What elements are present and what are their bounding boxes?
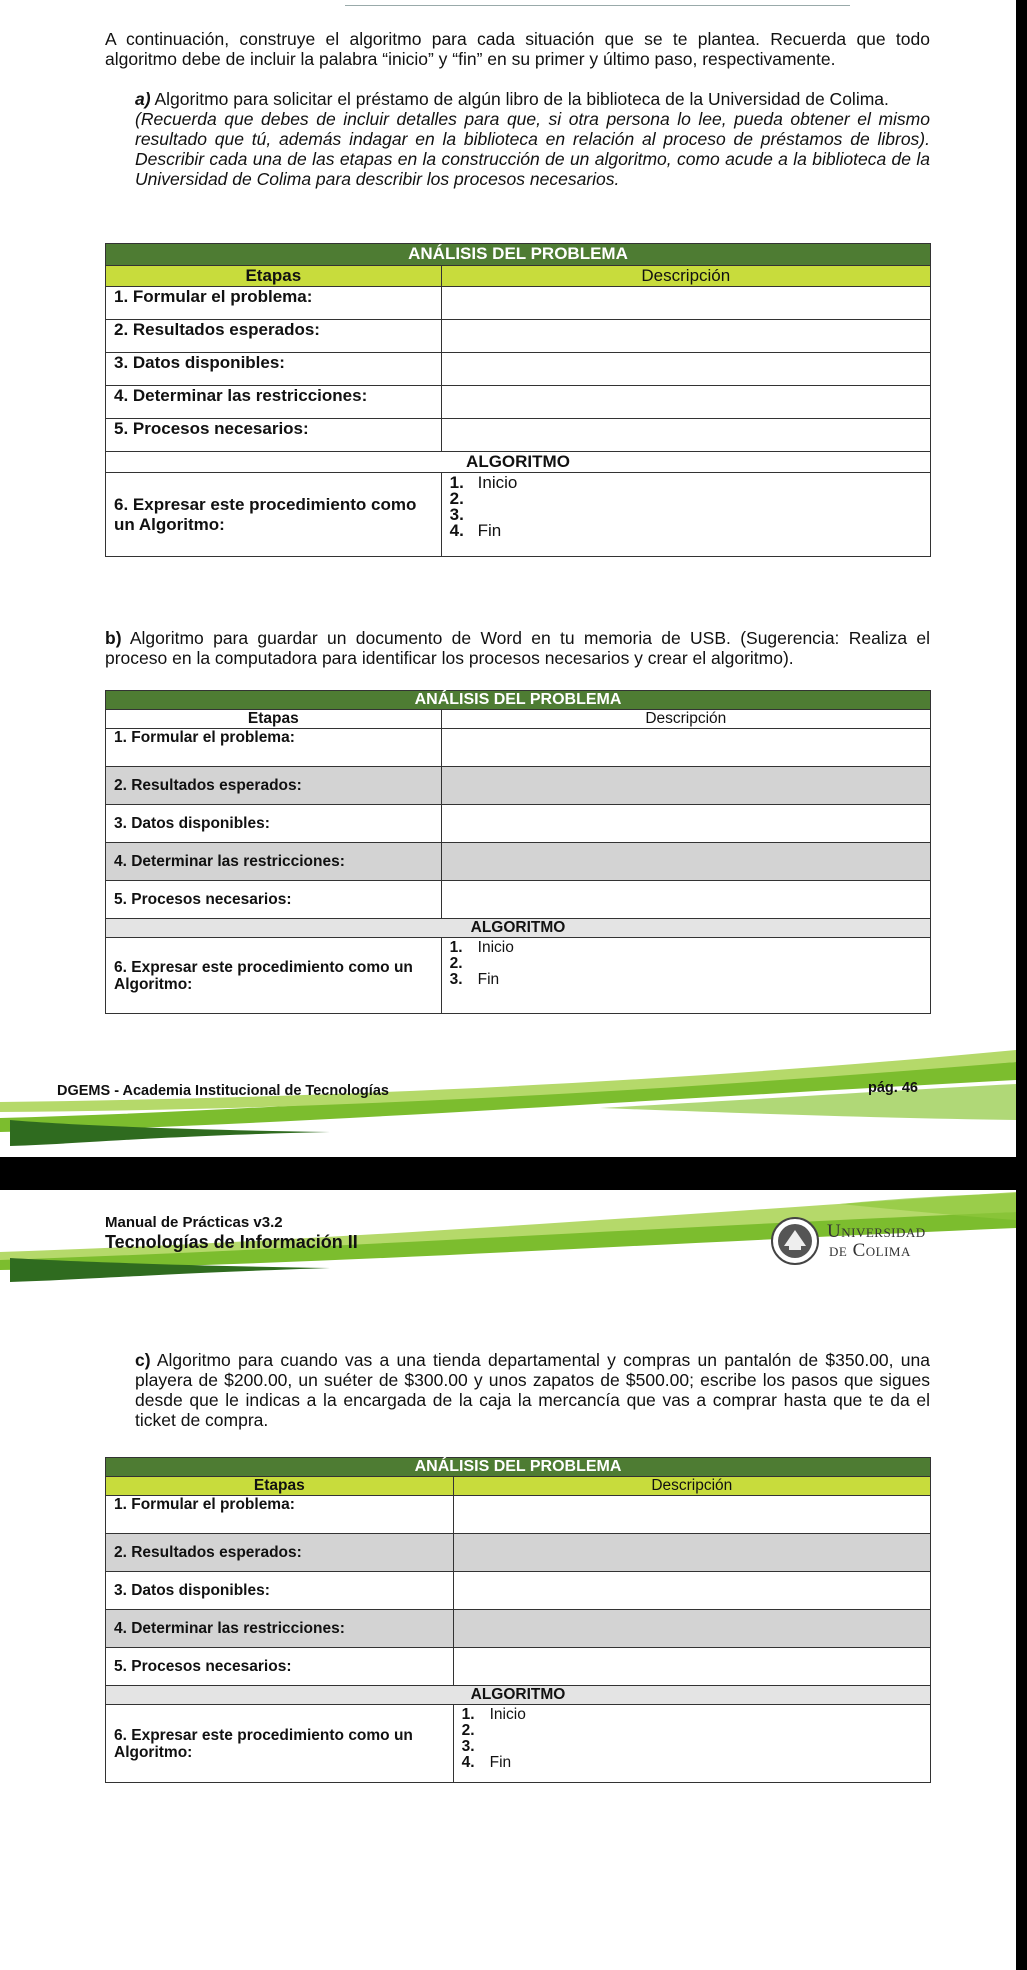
item-c xyxy=(135,1350,930,1430)
col-descripcion: Descripción xyxy=(441,266,930,287)
table-title: ANÁLISIS DEL PROBLEMA xyxy=(106,1458,931,1477)
analysis-table-b xyxy=(105,690,931,1014)
table-title: ANÁLISIS DEL PROBLEMA xyxy=(106,691,931,710)
top-rule xyxy=(345,5,850,6)
item-c-letter: c) xyxy=(135,1350,151,1370)
step: 2. xyxy=(449,955,463,972)
intro-paragraph: A continuación, construye el algoritmo para cada situación que se te plantea. Recuerda que todo algoritmo debe de incluir la palabra “inicio” y “fin” en su primer y último paso, respectivamente. xyxy=(105,29,930,69)
algoritmo-stage: 6. Expresar este procedimiento como un Algoritmo: xyxy=(106,938,442,1014)
stage-cell: 5. Procesos necesarios: xyxy=(106,1648,454,1686)
footer-left: DGEMS - Academia Institucional de Tecnologías xyxy=(57,1083,389,1099)
item-a-text: Algoritmo para solicitar el préstamo de algún libro de la biblioteca de la Universidad de Colima. xyxy=(154,89,889,109)
course-title: Tecnologías de Información II xyxy=(105,1232,358,1252)
description-cell[interactable] xyxy=(441,320,930,353)
algoritmo-steps[interactable] xyxy=(441,938,930,1014)
col-descripcion: Descripción xyxy=(441,710,930,729)
description-cell[interactable] xyxy=(441,881,930,919)
stage-cell: 4. Determinar las restricciones: xyxy=(106,843,442,881)
step: 3. xyxy=(461,1738,475,1755)
item-b-text: Algoritmo para guardar un documento de Word en tu memoria de USB. (Sugerencia: Realiza el proceso en la computadora para identificar los procesos necesarios y crear el algoritmo). xyxy=(105,628,930,668)
step: 3. xyxy=(449,505,464,524)
page-gap xyxy=(0,1157,1027,1190)
step: 4. Fin xyxy=(449,521,502,540)
item-a xyxy=(135,89,930,189)
algoritmo-steps[interactable] xyxy=(453,1705,930,1783)
algoritmo-header: ALGORITMO xyxy=(106,1686,931,1705)
university-name xyxy=(827,1222,926,1260)
stage-cell: 3. Datos disponibles: xyxy=(106,1572,454,1610)
stage-cell: 4. Determinar las restricciones: xyxy=(106,386,442,419)
stage-cell: 1. Formular el problema: xyxy=(106,729,442,767)
description-cell[interactable] xyxy=(441,767,930,805)
col-etapas: Etapas xyxy=(106,1477,454,1496)
step: 1. Inicio xyxy=(461,1706,526,1723)
stage-cell: 1. Formular el problema: xyxy=(106,287,442,320)
stage-cell: 3. Datos disponibles: xyxy=(106,805,442,843)
analysis-table-c xyxy=(105,1457,931,1783)
description-cell[interactable] xyxy=(441,287,930,320)
item-a-note: (Recuerda que debes de incluir detalles para que, si otra persona lo lee, pueda obtener el mismo resultado que tú, además indagar en la biblioteca en relación al proceso de préstamos de libros). Describir cada una de las etapas en la construcción de un algoritmo, como acude a la biblioteca de la Universidad de Colima para describir los procesos necesarios. xyxy=(135,109,930,189)
step: 3. Fin xyxy=(449,971,500,988)
col-etapas: Etapas xyxy=(106,266,442,287)
item-b-letter: b) xyxy=(105,628,122,648)
step: 1. Inicio xyxy=(449,939,514,956)
step: 1. Inicio xyxy=(449,473,518,492)
description-cell[interactable] xyxy=(441,386,930,419)
description-cell[interactable] xyxy=(453,1648,930,1686)
analysis-table-a xyxy=(105,243,931,557)
algoritmo-steps[interactable] xyxy=(441,473,930,557)
algoritmo-header: ALGORITMO xyxy=(106,919,931,938)
description-cell[interactable] xyxy=(441,843,930,881)
description-cell[interactable] xyxy=(441,805,930,843)
description-cell[interactable] xyxy=(441,419,930,452)
algoritmo-header: ALGORITMO xyxy=(106,452,931,473)
description-cell[interactable] xyxy=(441,353,930,386)
col-descripcion: Descripción xyxy=(453,1477,930,1496)
manual-title: Manual de Prácticas v3.2 xyxy=(105,1214,283,1231)
description-cell[interactable] xyxy=(441,729,930,767)
description-cell[interactable] xyxy=(453,1572,930,1610)
description-cell[interactable] xyxy=(453,1534,930,1572)
university-line2: de Colima xyxy=(829,1240,911,1261)
page-47 xyxy=(0,1190,1016,1970)
stage-cell: 5. Procesos necesarios: xyxy=(106,419,442,452)
table-title: ANÁLISIS DEL PROBLEMA xyxy=(106,244,931,266)
university-line1: Universidad xyxy=(827,1221,926,1242)
university-seal-icon xyxy=(770,1216,820,1266)
stage-cell: 2. Resultados esperados: xyxy=(106,320,442,353)
footer-page-number: pág. 46 xyxy=(868,1080,918,1096)
algoritmo-stage: 6. Expresar este procedimiento como un Algoritmo: xyxy=(106,473,442,557)
item-b xyxy=(105,628,930,668)
description-cell[interactable] xyxy=(453,1496,930,1534)
algoritmo-stage: 6. Expresar este procedimiento como un Algoritmo: xyxy=(106,1705,454,1783)
stage-cell: 5. Procesos necesarios: xyxy=(106,881,442,919)
stage-cell: 1. Formular el problema: xyxy=(106,1496,454,1534)
step: 4. Fin xyxy=(461,1754,512,1771)
item-c-text: Algoritmo para cuando vas a una tienda departamental y compras un pantalón de $350.00, una playera de $200.00, un suéter de $300.00 y unos zapatos de $500.00; escribe los pasos que sigues desde que le indicas a la encargada de la caja la mercancía que vas a comprar hasta que te da el ticket de compra. xyxy=(135,1350,930,1430)
stage-cell: 4. Determinar las restricciones: xyxy=(106,1610,454,1648)
stage-cell: 2. Resultados esperados: xyxy=(106,1534,454,1572)
right-border xyxy=(1016,0,1027,1970)
col-etapas: Etapas xyxy=(106,710,442,729)
stage-cell: 2. Resultados esperados: xyxy=(106,767,442,805)
step: 2. xyxy=(449,489,464,508)
item-a-letter: a) xyxy=(135,89,151,109)
stage-cell: 3. Datos disponibles: xyxy=(106,353,442,386)
description-cell[interactable] xyxy=(453,1610,930,1648)
step: 2. xyxy=(461,1722,475,1739)
